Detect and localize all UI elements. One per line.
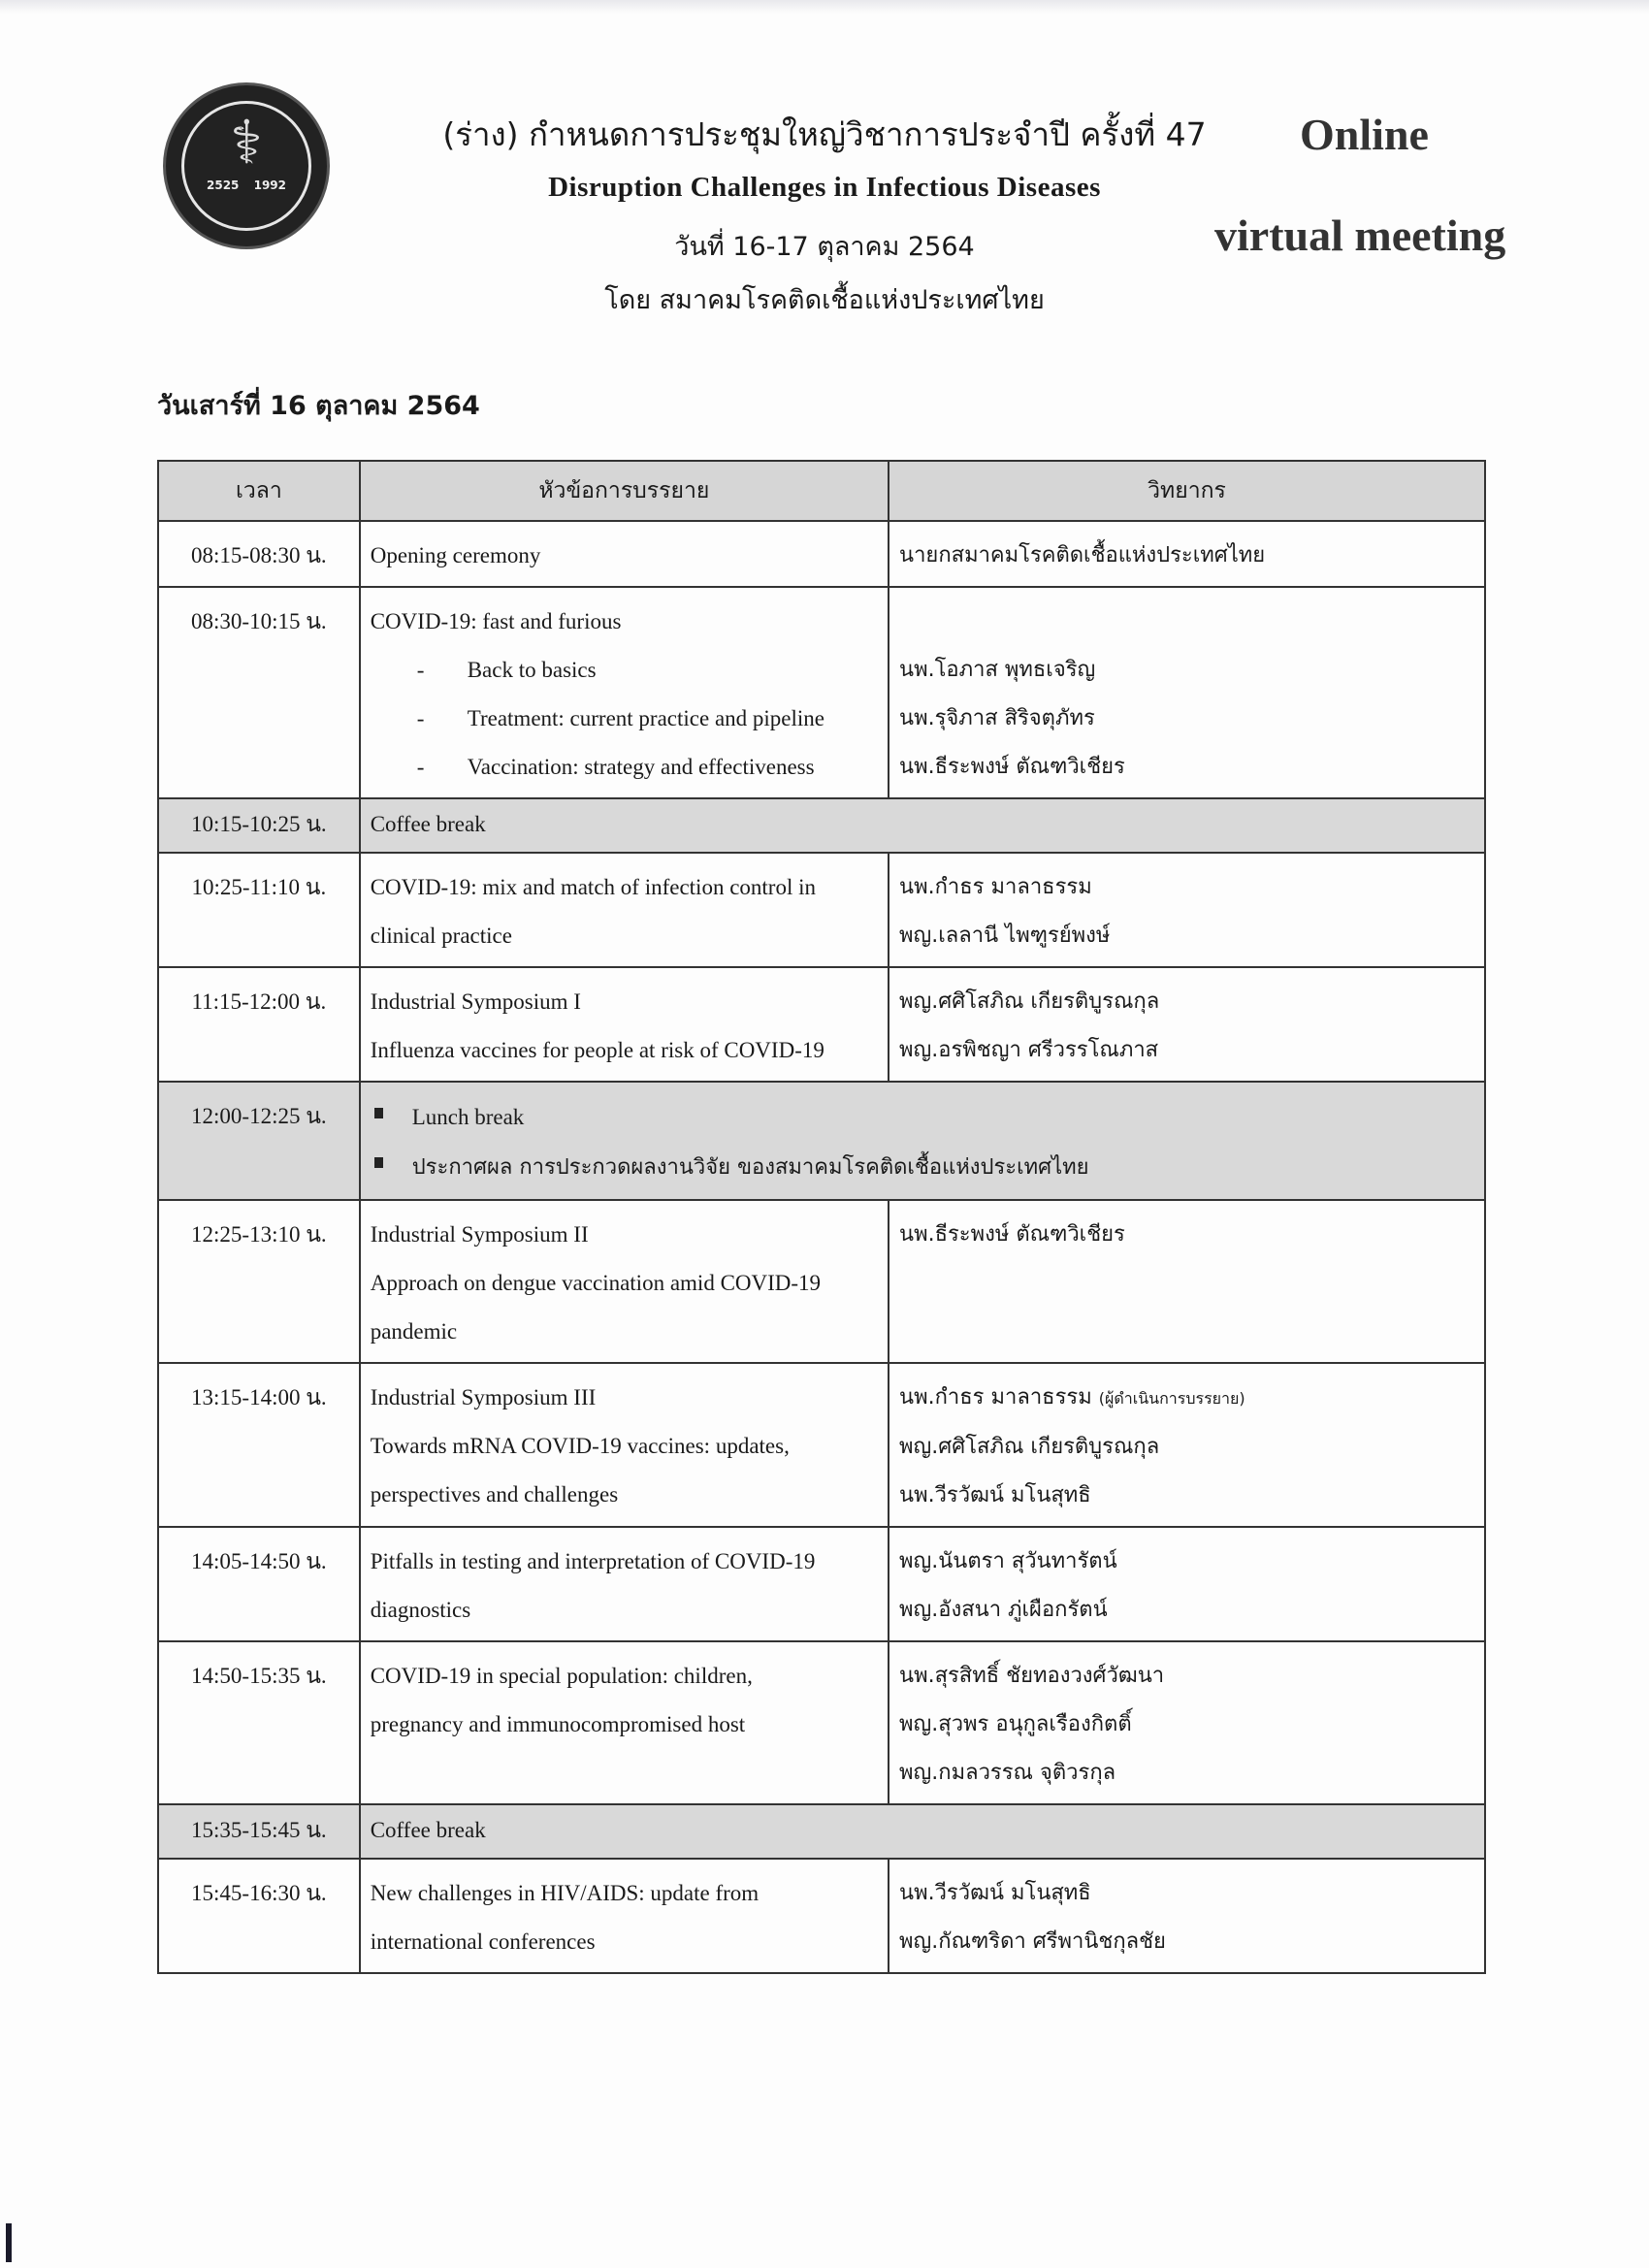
- break-row: [158, 798, 1485, 853]
- topic-line: Influenza vaccines for people at risk of COVID-19: [370, 1038, 824, 1062]
- speaker: พญ.กมลวรรณ จุติวรกุล: [899, 1761, 1116, 1785]
- english-title: Disruption Challenges in Infectious Diseases: [548, 172, 1101, 203]
- topic-line: Pitfalls in testing and interpretation of COVID-19: [370, 1549, 816, 1573]
- speaker: นพ.วีรวัฒน์ มโนสุทธิ: [899, 1483, 1091, 1507]
- time-cell: 15:45-16:30 น.: [158, 1859, 360, 1973]
- speaker-with-note: [899, 1374, 1474, 1423]
- format-online: Online: [1300, 110, 1429, 159]
- time-cell: 10:15-10:25 น.: [158, 798, 360, 853]
- speaker: นายกสมาคมโรคติดเชื้อแห่งประเทศไทย: [899, 543, 1266, 567]
- topic-line: Opening ceremony: [370, 543, 541, 567]
- association-seal-icon: [163, 82, 330, 249]
- speakers-cell: [889, 1859, 1485, 1973]
- square-bullet-icon: [374, 1157, 383, 1168]
- speaker: พญ.ศศิโสภิณ เกียรติบูรณกุล: [899, 1435, 1160, 1459]
- table-row: [158, 1363, 1485, 1527]
- topic-line: diagnostics: [370, 1598, 471, 1622]
- scan-edge-mark: [6, 2223, 12, 2262]
- seal-year-thai: 2525: [207, 178, 240, 192]
- table-row: [158, 1527, 1485, 1641]
- break-item-text: Lunch break: [411, 1105, 525, 1129]
- time-cell: 08:30-10:15 น.: [158, 587, 360, 798]
- time-cell: 12:25-13:10 น.: [158, 1200, 360, 1363]
- topic-cell: [360, 587, 889, 798]
- topic-line: COVID-19 in special population: children,: [370, 1664, 753, 1688]
- caduceus-emblem-icon: ⚕: [230, 107, 263, 178]
- table-row: [158, 967, 1485, 1082]
- break-items-cell: [360, 1082, 1485, 1200]
- subtopic: - Back to basics: [416, 658, 597, 682]
- speaker: นพ.ธีระพงษ์ ตัณฑวิเชียร: [899, 1222, 1125, 1247]
- speakers-cell: [889, 1527, 1485, 1641]
- speaker: พญ.นันตรา สุวันทารัตน์: [899, 1549, 1117, 1573]
- time-cell: 10:25-11:10 น.: [158, 853, 360, 967]
- speaker: นพ.กำธร มาลาธรรม: [899, 875, 1092, 899]
- topic-cell: [360, 1200, 889, 1363]
- table-row: [158, 587, 1485, 798]
- speakers-cell: [889, 1200, 1485, 1363]
- topic-cell: [360, 967, 889, 1082]
- column-header-time: เวลา: [158, 461, 360, 521]
- topic-cell: [360, 1527, 889, 1641]
- table-row: [158, 1641, 1485, 1804]
- time-cell: 13:15-14:00 น.: [158, 1363, 360, 1527]
- table-row: [158, 521, 1485, 587]
- speaker: นพ.วีรวัฒน์ มโนสุทธิ: [899, 1881, 1091, 1905]
- subtopic: - Vaccination: strategy and effectiveness: [416, 755, 815, 779]
- topic-cell: [360, 853, 889, 967]
- speaker: นพ.สุรสิทธิ์ ชัยทองวงศ์วัฒนา: [899, 1664, 1165, 1688]
- column-header-speakers: วิทยากร: [889, 461, 1485, 521]
- table-row: [158, 1859, 1485, 1973]
- time-cell: 14:50-15:35 น.: [158, 1641, 360, 1804]
- time-cell: 11:15-12:00 น.: [158, 967, 360, 1082]
- topic-line: Industrial Symposium III: [370, 1385, 597, 1409]
- speaker: นพ.กำธร มาลาธรรม: [899, 1385, 1092, 1409]
- break-item: [371, 1092, 1474, 1143]
- speaker: พญ.เลลานี ไพฑูรย์พงษ์: [899, 923, 1111, 948]
- table-header-row: [158, 461, 1485, 521]
- table-row: [158, 853, 1485, 967]
- subtopic-text: Treatment: current practice and pipeline: [467, 706, 824, 730]
- time-cell: 08:15-08:30 น.: [158, 521, 360, 587]
- subtopic-text: Back to basics: [467, 658, 597, 682]
- topic-line: New challenges in HIV/AIDS: update from: [370, 1881, 760, 1905]
- speaker-role-note: (ผู้ดำเนินการบรรยาย): [1098, 1389, 1245, 1408]
- subtopic: - Treatment: current practice and pipeline: [416, 706, 824, 730]
- square-bullet-icon: [374, 1108, 383, 1118]
- format-virtual-meeting: virtual meeting: [1214, 211, 1506, 260]
- topic-line: international conferences: [370, 1929, 596, 1954]
- time-cell: 15:35-15:45 น.: [158, 1804, 360, 1859]
- topic-line: COVID-19: mix and match of infection control in: [370, 875, 816, 899]
- speakers-cell: [889, 967, 1485, 1082]
- topic-cell: [360, 1641, 889, 1804]
- topic-cell: [360, 1363, 889, 1527]
- speaker: นพ.รุจิภาส สิริจตุภัทร: [899, 706, 1095, 730]
- speaker: พญ.กัณฑริดา ศรีพานิชกุลชัย: [899, 1929, 1166, 1954]
- event-date: วันที่ 16-17 ตุลาคม 2564: [674, 232, 975, 262]
- thai-title: (ร่าง) กำหนดการประชุมใหญ่วิชาการประจำปี ครั้งที่ 47: [442, 115, 1207, 153]
- time-cell: 12:00-12:25 น.: [158, 1082, 360, 1200]
- day-heading: วันเสาร์ที่ 16 ตุลาคม 2564: [157, 391, 480, 421]
- speakers-cell: [889, 521, 1485, 587]
- topic-cell: [360, 521, 889, 587]
- speaker: นพ.โอภาส พุทธเจริญ: [899, 658, 1096, 682]
- speakers-cell: [889, 853, 1485, 967]
- column-header-topic: หัวข้อการบรรยาย: [360, 461, 889, 521]
- speakers-cell: [889, 1641, 1485, 1804]
- topic-line: pregnancy and immunocompromised host: [370, 1712, 746, 1736]
- speaker: พญ.ศศิโสภิณ เกียรติบูรณกุล: [899, 989, 1160, 1014]
- topic-line: pandemic: [370, 1319, 458, 1344]
- topic-line: Industrial Symposium I: [370, 989, 581, 1014]
- speaker: พญ.อังสนา ภู่เผือกรัตน์: [899, 1598, 1108, 1622]
- break-label: Coffee break: [360, 1804, 1485, 1859]
- topic-cell: [360, 1859, 889, 1973]
- speaker: พญ.อรพิชญา ศรีวรรโณภาส: [899, 1038, 1159, 1062]
- subtopic-text: Vaccination: strategy and effectiveness: [467, 755, 815, 779]
- speakers-cell: [889, 587, 1485, 798]
- topic-line: Industrial Symposium II: [370, 1222, 589, 1247]
- break-item: [371, 1143, 1474, 1193]
- schedule-table: [157, 460, 1486, 1974]
- topic-line: clinical practice: [370, 923, 512, 948]
- speaker: นพ.ธีระพงษ์ ตัณฑวิเชียร: [899, 755, 1125, 779]
- break-item-text: ประกาศผล การประกวดผลงานวิจัย ของสมาคมโรคติดเชื้อแห่งประเทศไทย: [411, 1155, 1089, 1180]
- break-row: [158, 1804, 1485, 1859]
- topic-line: Towards mRNA COVID-19 vaccines: updates,: [370, 1434, 790, 1458]
- break-label: Coffee break: [360, 798, 1485, 853]
- organizer: โดย สมาคมโรคติดเชื้อแห่งประเทศไทย: [604, 285, 1045, 315]
- document-header: [407, 109, 1242, 320]
- topic-line: Approach on dengue vaccination amid COVID-19: [370, 1271, 822, 1295]
- break-row: [158, 1082, 1485, 1200]
- topic-line: perspectives and challenges: [370, 1482, 619, 1507]
- seal-year-western: 1992: [253, 178, 286, 192]
- scan-edge: [0, 0, 1649, 14]
- table-row: [158, 1200, 1485, 1363]
- topic-line: COVID-19: fast and furious: [370, 609, 622, 633]
- time-cell: 14:05-14:50 น.: [158, 1527, 360, 1641]
- speakers-cell: [889, 1363, 1485, 1527]
- speaker: พญ.สุวพร อนุกูลเรืองกิตติ์: [899, 1712, 1132, 1736]
